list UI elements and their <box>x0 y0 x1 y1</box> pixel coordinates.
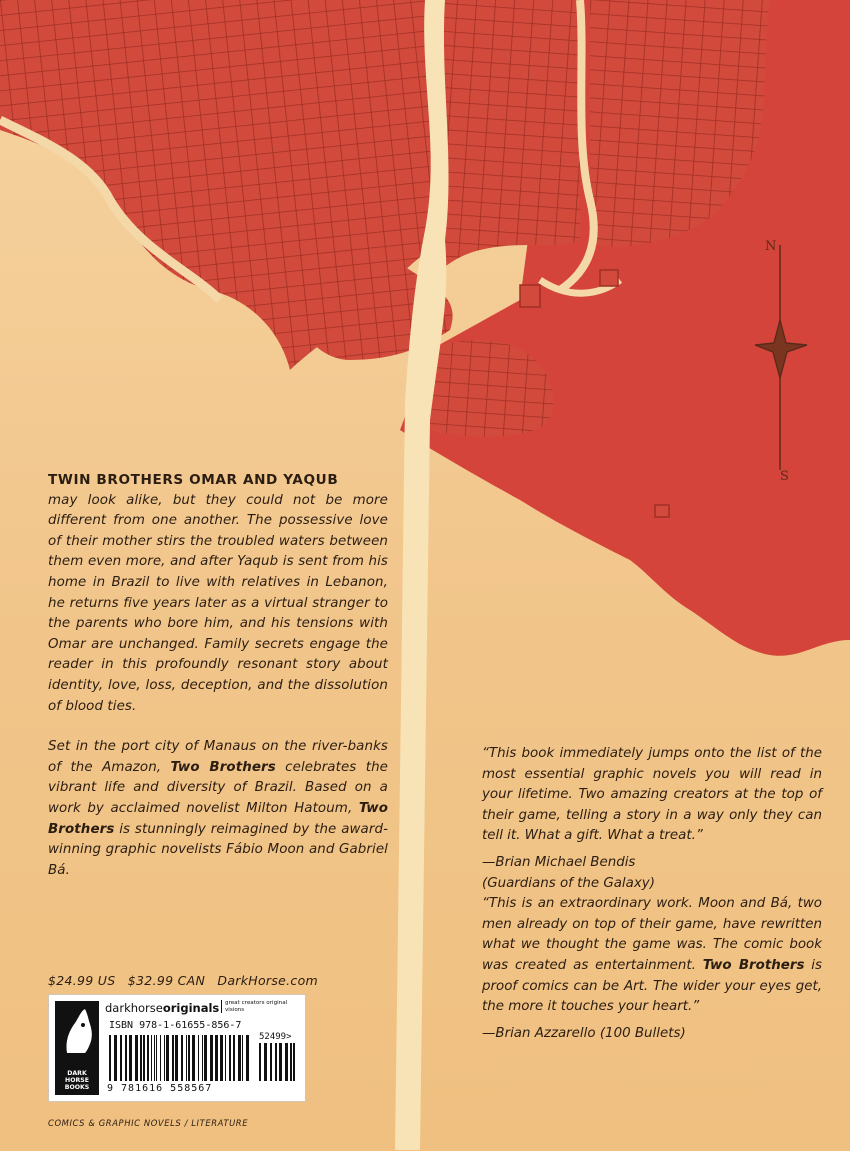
quote-credit: (Guardians of the Galaxy) <box>482 875 655 891</box>
imprint-tagline: great creators original visions <box>221 1000 305 1013</box>
ean-barcode <box>109 1035 249 1081</box>
compass-north: N <box>765 239 777 254</box>
synopsis-column <box>48 470 388 901</box>
quote-text: “This is an extraordinary work. Moon and Bá, two men already on top of their game, have rewritten what we thought the game was. The comic book was created as entertainment. Two Brothers is proof comics can be Art. The wider your eyes get, the more it touches your heart.” <box>482 896 822 1015</box>
dark-horse-logo-text: DARK HORSE BOOKS <box>64 1070 90 1091</box>
map-district-central <box>430 0 580 280</box>
ean-number: 9 781616 558567 <box>107 1083 213 1094</box>
review-quotes <box>482 744 822 1044</box>
compass-south: S <box>780 469 789 484</box>
synopsis-lead: TWIN BROTHERS OMAR AND YAQUB <box>48 472 339 488</box>
imprint-name: darkhorseoriginals <box>105 1001 220 1015</box>
map-plot <box>600 270 618 286</box>
horse-head-icon <box>55 1001 99 1061</box>
quote-attribution: —Brian Michael Bendis <box>482 854 636 870</box>
synopsis-paragraph-2: Set in the port city of Manaus on the river-banks of the Amazon, Two Brothers celebrates the vibrant life and diversity of Brazil. Based on a work by acclaimed novelist Milton Hatoum, Two Brothers is stunningly reimagined by the award-winning graphic novelists Fábio Moon and Gabriel Bá. <box>48 739 388 878</box>
quote-text: “This book immediately jumps onto the list of the most essential graphic novels you will read in your lifetime. Two amazing creators at the top of their game, telling a story in a way only they can tell it. What a gift. What a treat.” <box>482 746 822 844</box>
price-code: 52499> <box>259 1032 292 1042</box>
price-us: $24.99 US <box>48 973 116 988</box>
map-plot <box>655 505 669 517</box>
price-line <box>48 973 326 988</box>
synopsis-paragraph-1: may look alike, but they could not be more different from one another. The possessive love of their mother stirs the troubled waters between them even more, and after Yaqub is sent from his home in Brazil to live with relatives in Lebanon, he returns five years later as a virtual stranger to the parents who bore him, and his tensions with Omar are unchanged. Family secrets engage the reader in this profoundly resonant story about identity, love, loss, deception, and the dissolution of blood ties. <box>48 492 388 714</box>
isbn-text: ISBN 978-1-61655-856-7 <box>109 1020 242 1031</box>
addon-barcode <box>259 1043 299 1081</box>
dark-horse-logo <box>55 1001 99 1095</box>
quote-attribution: —Brian Azzarello (100 Bullets) <box>482 1025 686 1041</box>
category-label: COMICS & GRAPHIC NOVELS / LITERATURE <box>48 1118 249 1128</box>
map-plot <box>520 285 540 307</box>
price-can: $32.99 CAN <box>127 973 206 988</box>
barcode-panel <box>48 994 306 1102</box>
publisher-website: DarkHorse.com <box>217 973 319 988</box>
